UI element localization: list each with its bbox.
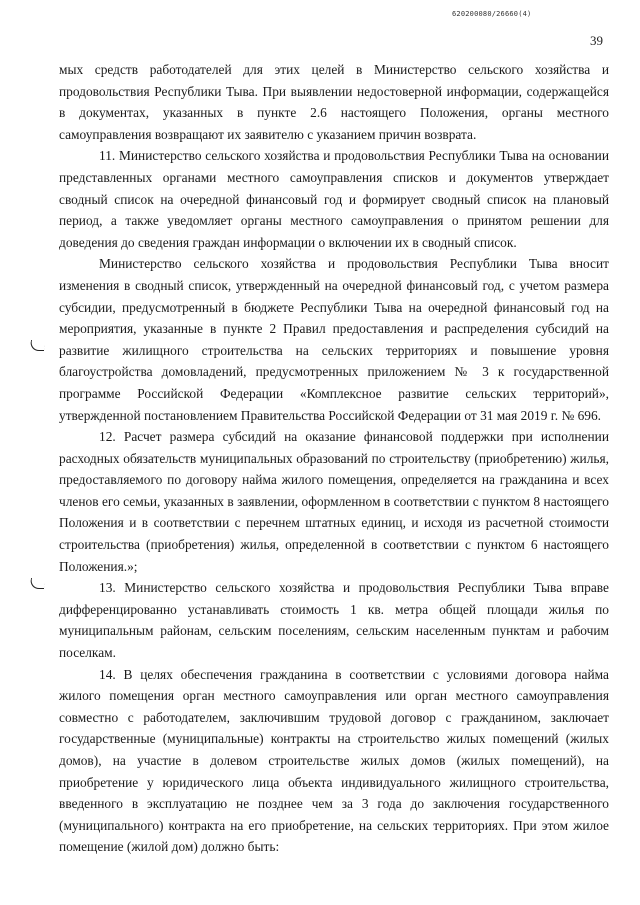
paragraph-12: 12. Расчет размера субсидий на оказание финансовой поддержки при исполнении расходных обязательств муниципальных образований по строительству (приобретению) жилья, предоставляемого по договору найма жилого помещения, определяется на гражданина и всех членов его семьи, указанных в заявлении, оформленном в соответствии с пунктом 8 настоящего Положения и в соответствии с перечнем штатных единиц, и исходя из расчетной стоимости строительства (приобретения) жилья, определенной в соответствии с пунктом 6 настоящего Положения.»; bbox=[59, 429, 609, 574]
document-body bbox=[59, 59, 609, 858]
paragraph-11: 11. Министерство сельского хозяйства и продовольствия Республики Тыва на основании представленных органами местного самоуправления списков и документов утверждает сводный список на очередной финансовый год и формирует сводный список на плановый период, а также уведомляет органы местного самоуправления о принятом решении для доведения до сведения граждан информации о включении их в сводный список. bbox=[59, 148, 609, 250]
handwritten-margin-mark bbox=[29, 578, 46, 589]
paragraph-14: 14. В целях обеспечения гражданина в соответствии с условиями договора найма жилого помещения орган местного самоуправления или орган местного самоуправления совместно с работодателем, заключившим трудовой договор с гражданином, заключает государственные (муниципальные) контракты на строительство жилых помещений (жилых домов), на участие в долевом строительстве жилых домов (жилых помещений), на приобретение у юридического лица объекта индивидуального жилищного строительства, введенного в эксплуатацию не позднее чем за 3 года до заключения государственного (муниципального) контракта на его приобретение, на сельских территориях. При этом жилое помещение (жилой дом) должно быть: bbox=[59, 666, 609, 855]
paragraph-13: 13. Министерство сельского хозяйства и продовольствия Республики Тыва вправе дифференцированно устанавливать стоимость 1 кв. метра общей площади жилья по муниципальным районам, сельским поселениям, сельским населенным пунктам и рабочим поселкам. bbox=[59, 580, 609, 661]
paragraph-11-amendments: Министерство сельского хозяйства и продовольствия Республики Тыва вносит изменения в сводный список, утвержденный на очередной финансовый год, с учетом размера субсидии, предусмотренный в бюджете Республики Тыва на очередной финансовый год на мероприятия, указанные в пункте 2 Правил предоставления и распределения субсидий на развитие жилищного строительства на сельских территориях и повышение уровня благоустройства домовладений, предусмотренных приложением № 3 к государственной программе Российской Федерации «Комплексное развитие сельских территорий», утвержденной постановлением Правительства Российской Федерации от 31 мая 2019 г. № 696. bbox=[59, 256, 609, 423]
handwritten-margin-mark bbox=[29, 340, 46, 351]
page-number: 39 bbox=[590, 33, 603, 48]
paragraph-continuation: мых средств работодателей для этих целей в Министерство сельского хозяйства и продовольствия Республики Тыва. При выявлении недостоверной информации, содержащейся в документах, указанных в пункте 2.6 настоящего Положения, органы местного самоуправления возвращают их заявителю с указанием причин возврата. bbox=[59, 62, 609, 142]
document-id: 620200080/26660(4) bbox=[452, 10, 532, 18]
